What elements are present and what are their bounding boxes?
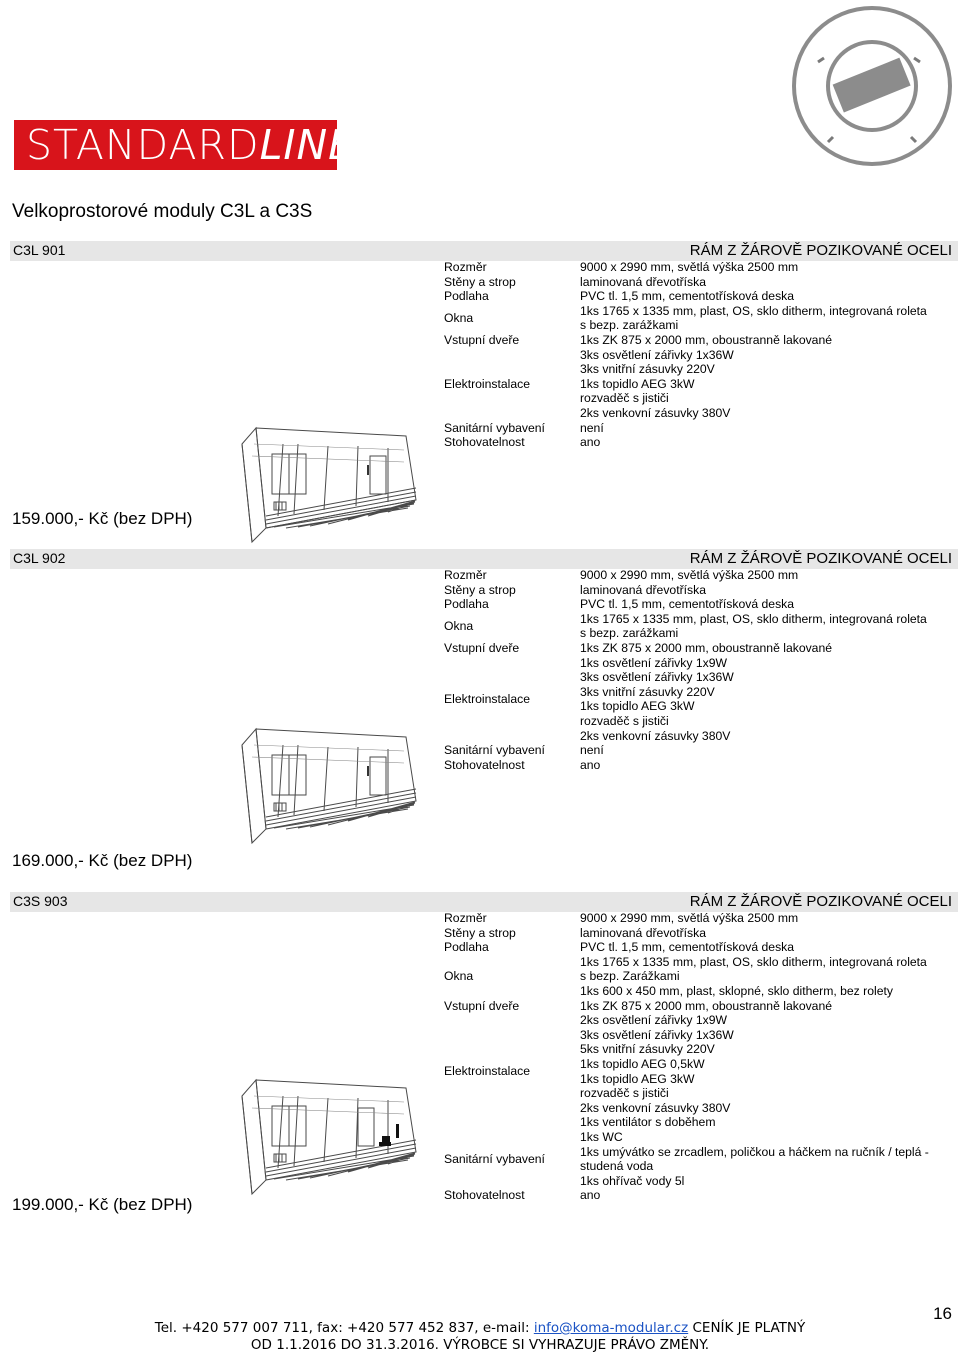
spec-label: Podlaha <box>444 597 489 612</box>
spec-label: Okna <box>444 619 474 634</box>
spec-value-cell <box>580 260 954 275</box>
spec-value-cell <box>580 641 954 656</box>
spec-value-cell <box>580 1188 954 1203</box>
spec-label: Stohovatelnost <box>444 435 525 450</box>
spec-label: Sanitární vybavení <box>444 743 545 758</box>
spec-label: Stěny a strop <box>444 925 516 940</box>
spec-value-cell <box>580 743 954 758</box>
footer-line-1 <box>0 1320 960 1337</box>
brand-logo-text-1: STANDARD <box>26 121 260 169</box>
spec-value: 2ks osvětlení zářivky 1x9W <box>580 1013 727 1028</box>
spec-value-cell <box>580 940 954 955</box>
spec-value: 1ks topidlo AEG 3kW <box>580 376 695 391</box>
spec-label: Sanitární vybavení <box>444 420 545 435</box>
spec-label: Rozměr <box>444 911 487 925</box>
spec-value: rozvaděč s jističi <box>580 1086 669 1101</box>
toilet-icon <box>379 1124 399 1146</box>
spec-value-cell <box>580 275 954 290</box>
product-price: 169.000,- Kč (bez DPH) <box>12 851 193 870</box>
spec-value: 1ks ZK 875 x 2000 mm, oboustranně lakované <box>580 998 833 1013</box>
spec-value-cell <box>580 911 954 926</box>
spec-row <box>444 1013 954 1130</box>
spec-value: 9000 x 2990 mm, světlá výška 2500 mm <box>580 911 799 925</box>
door-icon <box>367 465 369 475</box>
spec-value: s bezp. Zarážkami <box>580 969 680 984</box>
spec-row <box>444 348 954 421</box>
spec-row <box>444 999 954 1014</box>
spec-row <box>444 1130 954 1188</box>
spec-label: Stohovatelnost <box>444 1188 525 1203</box>
spec-row <box>444 758 954 773</box>
footer-validity: CENÍK JE PLATNÝ <box>688 1320 806 1336</box>
spec-value: ano <box>580 435 601 450</box>
spec-row <box>444 743 954 758</box>
spec-row <box>444 597 954 612</box>
spec-value: 1ks topidlo AEG 3kW <box>580 699 695 714</box>
page-footer <box>0 1320 960 1354</box>
spec-value: 1ks ohřívač vody 5l <box>580 1173 685 1188</box>
spec-value-cell <box>580 583 954 598</box>
spec-value: 2ks venkovní zásuvky 380V <box>580 405 731 420</box>
spec-value: 1ks 1765 x 1335 mm, plast, OS, sklo ditherm, integrovaná roleta <box>580 303 927 318</box>
spec-rows <box>444 568 954 772</box>
footer-line-2: OD 1.1.2016 DO 31.3.2016. VÝROBCE SI VYHRAZUJE PRÁVO ZMĚNY. <box>250 1337 710 1353</box>
spec-value-cell <box>580 304 954 333</box>
product-header-band <box>10 892 958 912</box>
spec-label: Sanitární vybavení <box>444 1151 545 1166</box>
spec-value-cell <box>580 421 954 436</box>
spec-value: 1ks ZK 875 x 2000 mm, oboustranně lakované <box>580 640 833 655</box>
spec-value: 3ks osvětlení zářivky 1x36W <box>580 670 734 685</box>
spec-row <box>444 911 954 926</box>
spec-value: 1ks topidlo AEG 0,5kW <box>580 1056 705 1071</box>
spec-value: 9000 x 2990 mm, světlá výška 2500 mm <box>580 568 799 582</box>
spec-value-cell <box>580 612 954 641</box>
module-drawing <box>238 416 418 544</box>
spec-value: studená voda <box>580 1159 654 1174</box>
spec-row <box>444 260 954 275</box>
spec-value-cell <box>580 289 954 304</box>
spec-value: není <box>580 420 604 435</box>
frame-label: RÁM Z ŽÁROVĚ POZIKOVANÉ OCELI <box>689 893 952 910</box>
spec-value: 1ks umývátko se zrcadlem, poličkou a háčkem na ručník / teplá - <box>580 1144 929 1159</box>
spec-label: Stěny a strop <box>444 582 516 597</box>
spec-value-cell <box>580 955 954 999</box>
spec-row <box>444 289 954 304</box>
spec-value: ano <box>580 757 601 772</box>
spec-value: 1ks ventilátor s doběhem <box>580 1115 716 1130</box>
brand-logo <box>14 120 356 170</box>
spec-value-cell <box>580 656 954 744</box>
spec-value-cell <box>580 333 954 348</box>
spec-value: rozvaděč s jističi <box>580 391 669 406</box>
spec-label: Elektroinstalace <box>444 376 531 391</box>
spec-value: PVC tl. 1,5 mm, cementotřísková deska <box>580 940 795 955</box>
spec-label: Podlaha <box>444 940 489 955</box>
product-code: C3S 903 <box>13 893 68 909</box>
spec-value: není <box>580 743 604 758</box>
module-drawing <box>238 717 418 845</box>
product-header-band <box>10 549 958 569</box>
product-header-band <box>10 241 958 261</box>
spec-label: Okna <box>444 311 474 326</box>
product-code: C3L 901 <box>13 242 66 258</box>
spec-value-cell <box>580 926 954 941</box>
spec-label: Podlaha <box>444 289 489 304</box>
product-price: 199.000,- Kč (bez DPH) <box>12 1195 193 1214</box>
spec-row <box>444 583 954 598</box>
spec-value: PVC tl. 1,5 mm, cementotřísková deska <box>580 289 795 304</box>
spec-value-cell <box>580 1130 954 1188</box>
spec-value-cell <box>580 568 954 583</box>
footer-contacts: Tel. +420 577 007 711, fax: +420 577 452 837, e-mail: <box>154 1320 534 1336</box>
spec-row <box>444 304 954 333</box>
product-price: 159.000,- Kč (bez DPH) <box>12 509 193 528</box>
spec-value: 1ks 1765 x 1335 mm, plast, OS, sklo ditherm, integrovaná roleta <box>580 611 927 626</box>
spec-value: 1ks ZK 875 x 2000 mm, oboustranně lakované <box>580 332 833 347</box>
spec-row <box>444 926 954 941</box>
spec-value-cell <box>580 758 954 773</box>
spec-label: Elektroinstalace <box>444 692 531 707</box>
spec-label: Elektroinstalace <box>444 1064 531 1079</box>
spec-row <box>444 1188 954 1203</box>
spec-value: laminovaná dřevotříska <box>580 925 706 940</box>
spec-row <box>444 275 954 290</box>
product-code: C3L 902 <box>13 550 66 566</box>
spec-value: 9000 x 2990 mm, světlá výška 2500 mm <box>580 260 799 274</box>
spec-rows <box>444 260 954 450</box>
spec-row <box>444 421 954 436</box>
spec-label: Stěny a strop <box>444 274 516 289</box>
spec-value: 3ks vnitřní zásuvky 220V <box>580 362 715 377</box>
spec-value: ano <box>580 1188 601 1203</box>
spec-row <box>444 955 954 999</box>
spec-label: Vstupní dveře <box>444 998 520 1013</box>
spec-label: Vstupní dveře <box>444 332 520 347</box>
spec-row <box>444 333 954 348</box>
spec-value: rozvaděč s jističi <box>580 713 669 728</box>
spec-value: s bezp. zarážkami <box>580 318 679 333</box>
spec-value: 1ks topidlo AEG 3kW <box>580 1071 695 1086</box>
document-title: Velkoprostorové moduly C3L a C3S <box>12 201 313 222</box>
frame-label: RÁM Z ŽÁROVĚ POZIKOVANÉ OCELI <box>689 242 952 259</box>
spec-value: 3ks vnitřní zásuvky 220V <box>580 684 715 699</box>
spec-label: Rozměr <box>444 260 487 274</box>
spec-value: PVC tl. 1,5 mm, cementotřísková deska <box>580 597 795 612</box>
spec-value: 2ks venkovní zásuvky 380V <box>580 728 731 743</box>
email-link[interactable]: info@koma-modular.cz <box>533 1320 689 1336</box>
spec-value: 1ks 600 x 450 mm, plast, sklopné, sklo ditherm, bez rolety <box>580 983 893 998</box>
spec-label: Okna <box>444 969 474 984</box>
spec-value-cell <box>580 597 954 612</box>
spec-value: 5ks vnitřní zásuvky 220V <box>580 1042 715 1057</box>
spec-value: laminovaná dřevotříska <box>580 274 706 289</box>
spec-value: laminovaná dřevotříska <box>580 582 706 597</box>
spec-rows <box>444 911 954 1203</box>
spec-row <box>444 656 954 744</box>
spec-row <box>444 435 954 450</box>
spec-table <box>444 911 954 1203</box>
door-icon <box>367 766 369 776</box>
spec-table <box>444 260 954 450</box>
frame-seal-logo <box>788 2 956 170</box>
brand-logo-text-2: LINE <box>259 121 356 169</box>
spec-value: 1ks WC <box>580 1129 623 1144</box>
spec-value: 2ks venkovní zásuvky 380V <box>580 1100 731 1115</box>
spec-value: 3ks osvětlení zářivky 1x36W <box>580 347 734 362</box>
spec-value-cell <box>580 999 954 1014</box>
spec-value-cell <box>580 1013 954 1130</box>
spec-label: Vstupní dveře <box>444 640 520 655</box>
module-drawing <box>238 1068 418 1196</box>
spec-row <box>444 940 954 955</box>
spec-table <box>444 568 954 772</box>
spec-value: s bezp. zarážkami <box>580 626 679 641</box>
spec-value: 1ks 1765 x 1335 mm, plast, OS, sklo ditherm, integrovaná roleta <box>580 954 927 969</box>
spec-value: 1ks osvětlení zářivky 1x9W <box>580 655 727 670</box>
spec-label: Rozměr <box>444 568 487 582</box>
spec-value: 3ks osvětlení zářivky 1x36W <box>580 1027 734 1042</box>
spec-value-cell <box>580 348 954 421</box>
spec-value-cell <box>580 435 954 450</box>
spec-row <box>444 612 954 641</box>
page-number: 16 <box>933 1304 952 1323</box>
spec-row <box>444 641 954 656</box>
frame-label: RÁM Z ŽÁROVĚ POZIKOVANÉ OCELI <box>689 550 952 567</box>
spec-row <box>444 568 954 583</box>
spec-label: Stohovatelnost <box>444 757 525 772</box>
